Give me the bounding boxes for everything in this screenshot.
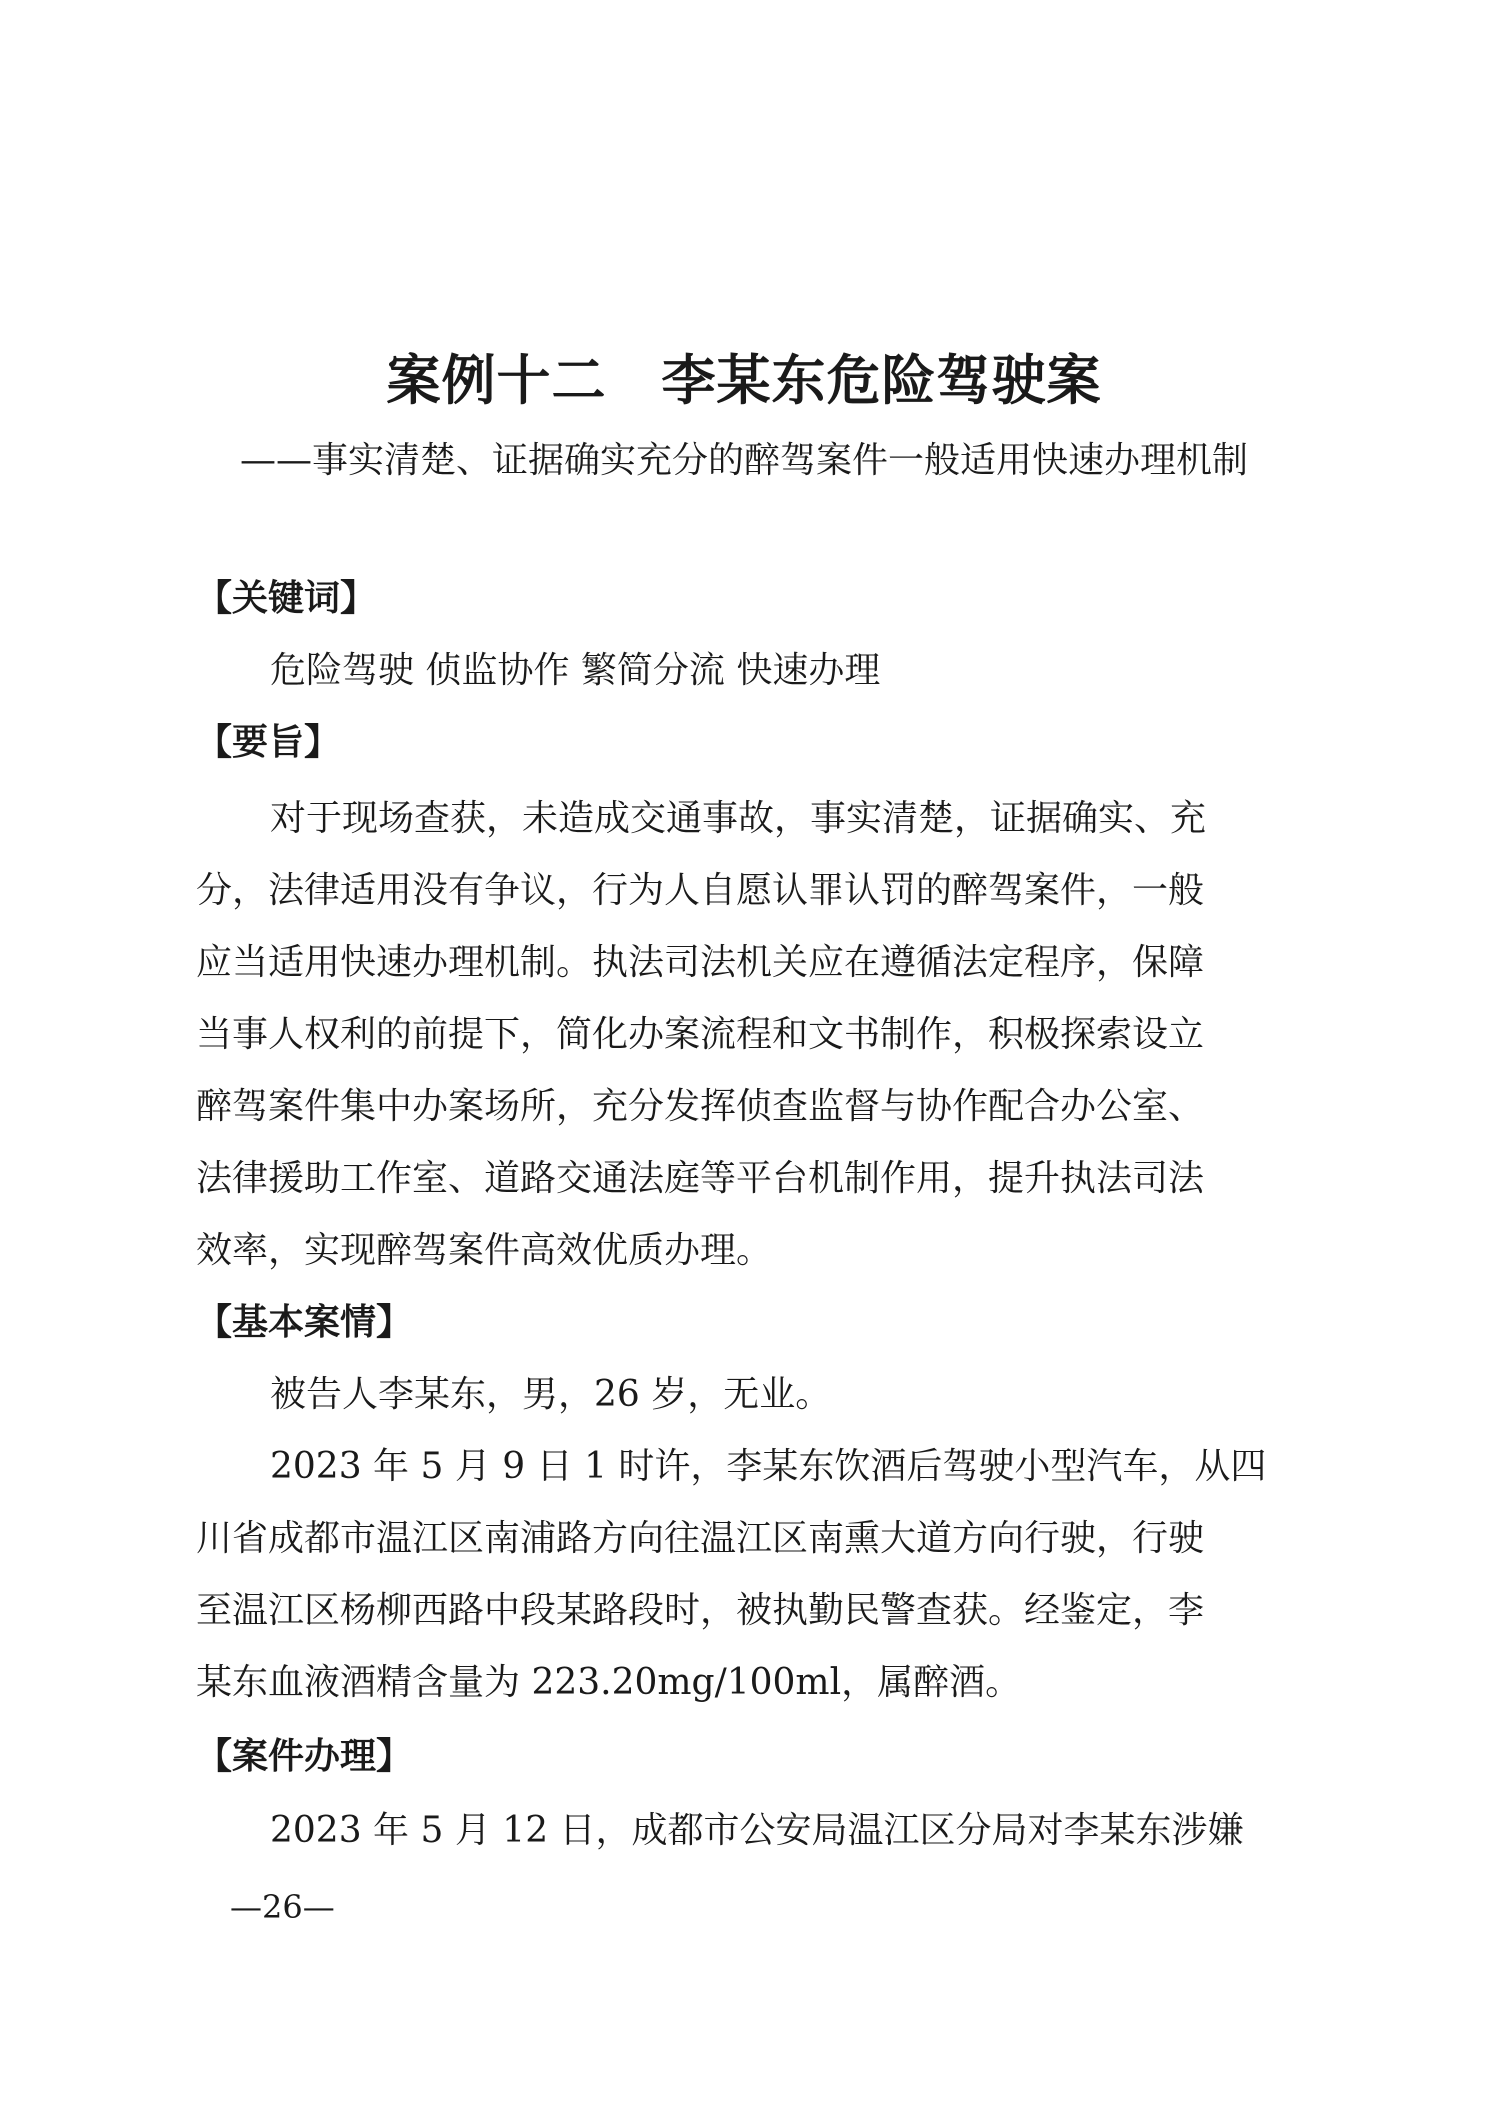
facts-line: 2023 年 5 月 9 日 1 时许，李某东饮酒后驾驶小型汽车，从四 bbox=[270, 1446, 1267, 1487]
handling-heading: 【案件办理】 bbox=[196, 1736, 413, 1777]
keywords-heading: 【关键词】 bbox=[196, 578, 377, 619]
gist-line: 对于现场查获，未造成交通事故，事实清楚，证据确实、充 bbox=[270, 798, 1207, 839]
gist-heading: 【要旨】 bbox=[196, 722, 341, 763]
facts-heading: 【基本案情】 bbox=[196, 1302, 413, 1343]
case-title: 案例十二 李某东危险驾驶案 bbox=[386, 349, 1102, 412]
case-subtitle: ——事实清楚、证据确实充分的醉驾案件一般适用快速办理机制 bbox=[239, 440, 1248, 481]
page-number: —26— bbox=[230, 1888, 335, 1926]
gist-line: 当事人权利的前提下，简化办案流程和文书制作，积极探索设立 bbox=[196, 1014, 1205, 1055]
facts-line: 某东血液酒精含量为 223.20mg/100ml，属醉酒。 bbox=[196, 1662, 1022, 1703]
gist-line: 效率，实现醉驾案件高效优质办理。 bbox=[196, 1230, 773, 1271]
gist-line: 应当适用快速办理机制。执法司法机关应在遵循法定程序，保障 bbox=[196, 942, 1205, 983]
keywords-text: 危险驾驶 侦监协作 繁简分流 快速办理 bbox=[270, 650, 881, 691]
facts-line: 至温江区杨柳西路中段某路段时，被执勤民警查获。经鉴定，李 bbox=[196, 1590, 1205, 1631]
gist-line: 法律援助工作室、道路交通法庭等平台机制作用，提升执法司法 bbox=[196, 1158, 1205, 1199]
gist-line: 醉驾案件集中办案场所，充分发挥侦查监督与协作配合办公室、 bbox=[196, 1086, 1205, 1127]
handling-line: 2023 年 5 月 12 日，成都市公安局温江区分局对李某东涉嫌 bbox=[270, 1810, 1244, 1851]
facts-line: 川省成都市温江区南浦路方向往温江区南熏大道方向行驶，行驶 bbox=[196, 1518, 1205, 1559]
gist-line: 分，法律适用没有争议，行为人自愿认罪认罚的醉驾案件，一般 bbox=[196, 870, 1205, 911]
facts-line: 被告人李某东，男，26 岁，无业。 bbox=[270, 1374, 832, 1415]
